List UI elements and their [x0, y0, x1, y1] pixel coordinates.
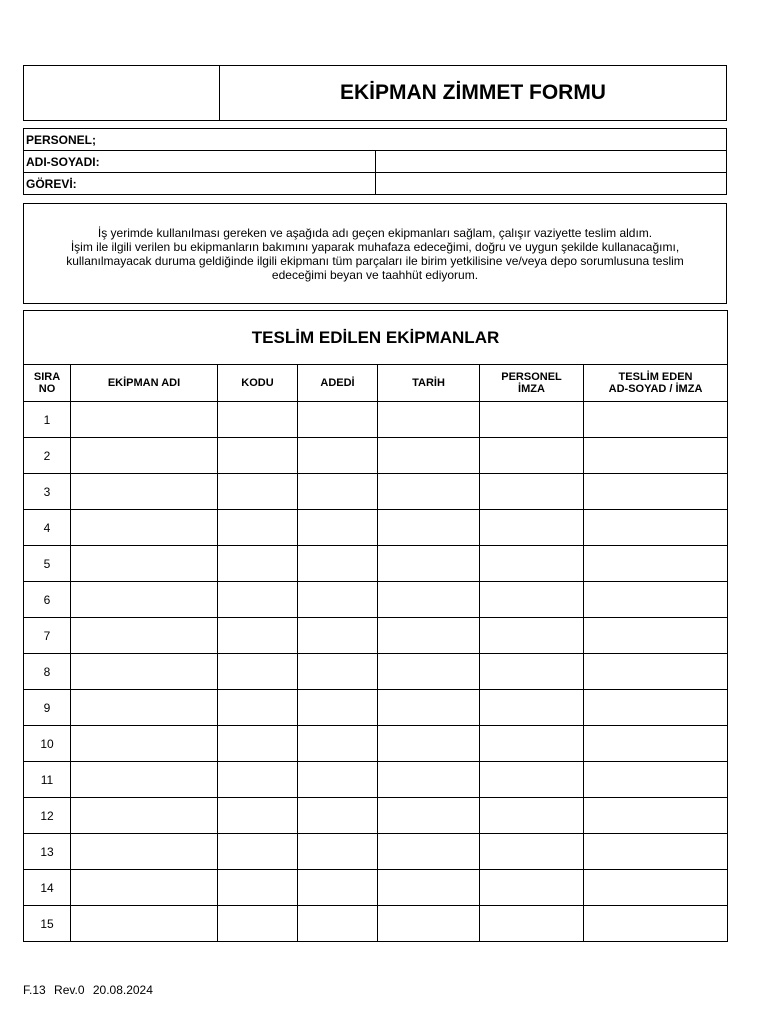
- table-cell[interactable]: [71, 582, 218, 618]
- table-cell[interactable]: [378, 618, 480, 654]
- column-header-signature: PERSONEL İMZA: [480, 365, 584, 402]
- table-cell[interactable]: [378, 906, 480, 942]
- table-cell[interactable]: [378, 474, 480, 510]
- table-cell[interactable]: [480, 438, 584, 474]
- row-number: 13: [24, 834, 71, 870]
- statement-line: İş yerimde kullanılması gereken ve aşağıda adı geçen ekipmanları sağlam, çalışır vaziyette teslim aldım.: [97, 225, 653, 240]
- table-cell[interactable]: [218, 654, 298, 690]
- table-cell[interactable]: [584, 870, 728, 906]
- table-cell[interactable]: [218, 402, 298, 438]
- table-cell[interactable]: [480, 546, 584, 582]
- column-header-no: SIRA NO: [24, 365, 71, 402]
- row-number: 8: [24, 654, 71, 690]
- row-number: 10: [24, 726, 71, 762]
- statement-line: kullanılmayacak duruma geldiğinde ilgili ekipmanı tüm parçaları ile birim yetkilisine ve/veya depo sorumlusuna teslim: [66, 253, 684, 268]
- table-cell[interactable]: [584, 834, 728, 870]
- column-header-deliverer: TESLİM EDEN AD-SOYAD / İMZA: [584, 365, 728, 402]
- table-cell[interactable]: [218, 582, 298, 618]
- row-number: 4: [24, 510, 71, 546]
- personnel-header: PERSONEL;: [24, 129, 727, 151]
- table-cell[interactable]: [71, 762, 218, 798]
- column-header-date: TARİH: [378, 365, 480, 402]
- form-footer: [23, 983, 158, 997]
- table-cell[interactable]: [298, 906, 378, 942]
- table-cell[interactable]: [584, 762, 728, 798]
- statement-line: edeceğimi beyan ve taahhüt ediyorum.: [271, 267, 479, 282]
- table-cell[interactable]: [378, 870, 480, 906]
- table-cell[interactable]: [71, 870, 218, 906]
- column-header-qty: ADEDİ: [298, 365, 378, 402]
- table-cell[interactable]: [298, 654, 378, 690]
- table-cell[interactable]: [480, 762, 584, 798]
- table-cell[interactable]: [480, 402, 584, 438]
- table-cell[interactable]: [584, 546, 728, 582]
- table-cell[interactable]: [298, 402, 378, 438]
- form-title: EKİPMAN ZİMMET FORMU: [340, 81, 606, 104]
- commitment-statement: [23, 203, 727, 304]
- table-cell[interactable]: [480, 474, 584, 510]
- form-header: [23, 65, 727, 121]
- statement-line: İşim ile ilgili verilen bu ekipmanların bakımını yaparak muhafaza edeceğimi, doğru ve uygun şekilde kullanacağımı,: [70, 239, 680, 254]
- table-row: [24, 510, 728, 546]
- row-number: 12: [24, 798, 71, 834]
- table-cell[interactable]: [480, 654, 584, 690]
- table-cell[interactable]: [480, 798, 584, 834]
- table-cell[interactable]: [378, 546, 480, 582]
- column-header-name: EKİPMAN ADI: [71, 365, 218, 402]
- table-row: [24, 654, 728, 690]
- role-label: GÖREVİ:: [24, 173, 376, 195]
- table-cell[interactable]: [298, 618, 378, 654]
- table-cell[interactable]: [378, 798, 480, 834]
- table-cell[interactable]: [218, 762, 298, 798]
- table-cell[interactable]: [480, 690, 584, 726]
- column-header-code: KODU: [218, 365, 298, 402]
- logo-area: [24, 66, 220, 121]
- table-cell[interactable]: [71, 654, 218, 690]
- table-row: [24, 546, 728, 582]
- row-number: 1: [24, 402, 71, 438]
- row-number: 2: [24, 438, 71, 474]
- table-cell[interactable]: [480, 726, 584, 762]
- revision: Rev.0: [54, 983, 85, 997]
- table-cell[interactable]: [218, 798, 298, 834]
- table-cell[interactable]: [378, 834, 480, 870]
- row-number: 11: [24, 762, 71, 798]
- table-cell[interactable]: [378, 762, 480, 798]
- table-cell[interactable]: [480, 582, 584, 618]
- table-row: [24, 798, 728, 834]
- table-row: [24, 438, 728, 474]
- table-cell[interactable]: [298, 834, 378, 870]
- table-cell[interactable]: [298, 474, 378, 510]
- table-cell[interactable]: [71, 726, 218, 762]
- equipment-section-title: TESLİM EDİLEN EKİPMANLAR: [24, 311, 728, 365]
- table-cell[interactable]: [378, 726, 480, 762]
- name-field[interactable]: [375, 151, 727, 173]
- table-cell[interactable]: [584, 906, 728, 942]
- table-row: [24, 618, 728, 654]
- table-cell[interactable]: [218, 618, 298, 654]
- table-cell[interactable]: [378, 510, 480, 546]
- table-row: [24, 762, 728, 798]
- table-cell[interactable]: [71, 510, 218, 546]
- table-cell[interactable]: [480, 510, 584, 546]
- row-number: 14: [24, 870, 71, 906]
- table-cell[interactable]: [584, 474, 728, 510]
- name-label: ADI-SOYADI:: [24, 151, 376, 173]
- revision-date: 20.08.2024: [92, 983, 153, 997]
- table-cell[interactable]: [480, 906, 584, 942]
- table-cell[interactable]: [71, 906, 218, 942]
- table-cell[interactable]: [218, 870, 298, 906]
- table-cell[interactable]: [584, 654, 728, 690]
- table-cell[interactable]: [71, 690, 218, 726]
- table-cell[interactable]: [378, 402, 480, 438]
- table-cell[interactable]: [218, 438, 298, 474]
- table-cell[interactable]: [71, 402, 218, 438]
- personnel-info-table: [23, 128, 727, 195]
- table-row: [24, 870, 728, 906]
- table-cell[interactable]: [218, 690, 298, 726]
- table-row: [24, 402, 728, 438]
- table-cell[interactable]: [480, 870, 584, 906]
- table-cell[interactable]: [584, 618, 728, 654]
- table-cell[interactable]: [71, 834, 218, 870]
- table-cell[interactable]: [298, 546, 378, 582]
- table-cell[interactable]: [71, 798, 218, 834]
- table-cell[interactable]: [298, 870, 378, 906]
- table-cell[interactable]: [584, 690, 728, 726]
- table-cell[interactable]: [218, 510, 298, 546]
- row-number: 5: [24, 546, 71, 582]
- table-cell[interactable]: [298, 582, 378, 618]
- table-row: [24, 690, 728, 726]
- row-number: 6: [24, 582, 71, 618]
- table-cell[interactable]: [584, 510, 728, 546]
- equipment-table: [23, 310, 728, 942]
- equipment-rows: [24, 402, 728, 942]
- table-cell[interactable]: [298, 510, 378, 546]
- table-cell[interactable]: [378, 582, 480, 618]
- table-cell[interactable]: [298, 690, 378, 726]
- table-cell[interactable]: [378, 654, 480, 690]
- table-cell[interactable]: [71, 546, 218, 582]
- table-cell[interactable]: [298, 438, 378, 474]
- row-number: 3: [24, 474, 71, 510]
- table-row: [24, 474, 728, 510]
- table-cell[interactable]: [218, 834, 298, 870]
- table-cell[interactable]: [298, 762, 378, 798]
- table-cell[interactable]: [71, 474, 218, 510]
- table-cell[interactable]: [298, 798, 378, 834]
- table-cell[interactable]: [218, 906, 298, 942]
- table-cell[interactable]: [584, 798, 728, 834]
- table-cell[interactable]: [584, 438, 728, 474]
- table-row: [24, 906, 728, 942]
- table-cell[interactable]: [378, 438, 480, 474]
- row-number: 9: [24, 690, 71, 726]
- table-cell[interactable]: [218, 726, 298, 762]
- table-cell[interactable]: [71, 438, 218, 474]
- table-cell[interactable]: [298, 726, 378, 762]
- table-cell[interactable]: [218, 546, 298, 582]
- role-field[interactable]: [375, 173, 727, 195]
- table-cell[interactable]: [584, 582, 728, 618]
- table-cell[interactable]: [71, 618, 218, 654]
- row-number: 15: [24, 906, 71, 942]
- form-code: F.13: [23, 983, 46, 997]
- table-row: [24, 582, 728, 618]
- table-cell[interactable]: [480, 618, 584, 654]
- table-cell[interactable]: [218, 474, 298, 510]
- table-row: [24, 726, 728, 762]
- table-cell[interactable]: [584, 402, 728, 438]
- row-number: 7: [24, 618, 71, 654]
- table-cell[interactable]: [584, 726, 728, 762]
- table-row: [24, 834, 728, 870]
- table-cell[interactable]: [378, 690, 480, 726]
- table-cell[interactable]: [480, 834, 584, 870]
